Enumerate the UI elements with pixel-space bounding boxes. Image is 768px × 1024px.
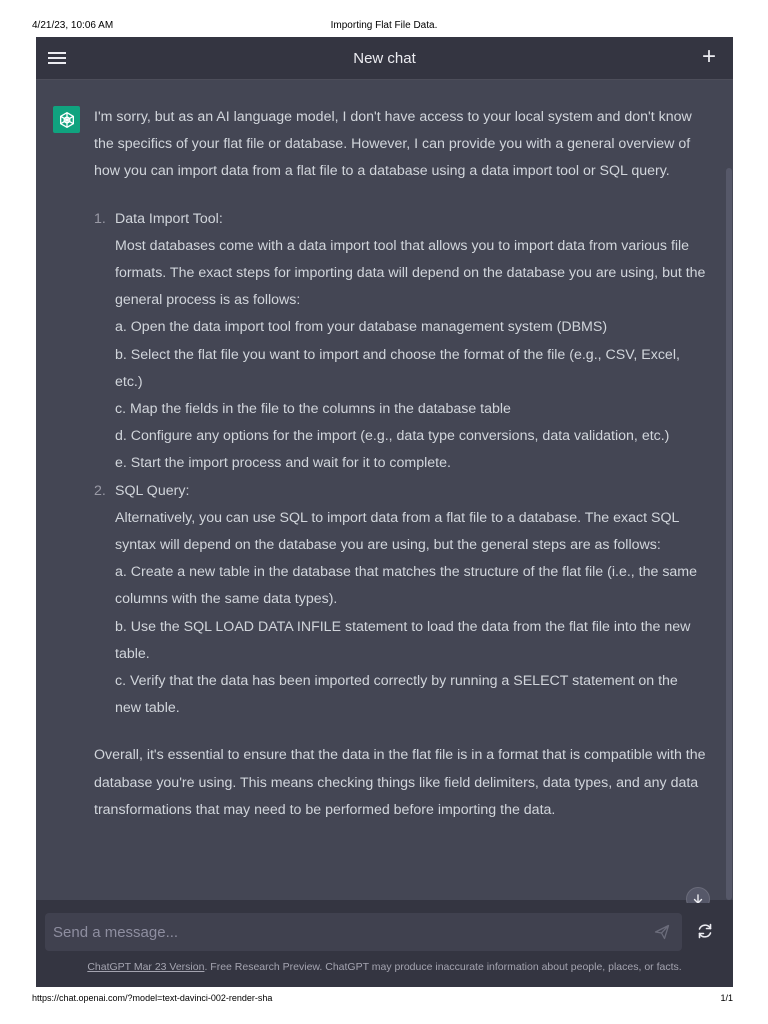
print-url: https://chat.openai.com/?model=text-davinci-002-render-sha xyxy=(32,993,273,1003)
message-input-box xyxy=(45,913,682,951)
assistant-message xyxy=(36,80,725,900)
message-body xyxy=(94,104,706,824)
list-line: d. Configure any options for the import (e.g., data type conversions, data validation, etc.) xyxy=(115,428,670,445)
footer-disclaimer xyxy=(36,961,733,973)
scrollbar-thumb[interactable] xyxy=(726,168,732,900)
list-line: Alternatively, you can use SQL to import data from a flat file to a database. The exact SQL syntax will depend on the database you are using, but the general steps are as follows: xyxy=(115,509,679,554)
list-line: e. Start the import process and wait for it to complete. xyxy=(115,455,451,472)
steps-list xyxy=(94,206,706,723)
message-input[interactable] xyxy=(45,913,651,951)
version-link[interactable]: ChatGPT Mar 23 Version xyxy=(87,961,205,973)
print-footer xyxy=(0,990,768,1010)
list-line: a. Create a new table in the database that matches the structure of the flat file (i.e., the same columns with the same data types). xyxy=(115,564,698,608)
list-line: SQL Query: xyxy=(115,482,190,499)
list-line: b. Select the flat file you want to import and choose the format of the file (e.g., CSV, Excel, etc.) xyxy=(115,346,680,390)
list-line: c. Map the fields in the file to the columns in the database table xyxy=(115,401,511,418)
list-number: 1. xyxy=(94,210,106,227)
message-conclusion: Overall, it's essential to ensure that the data in the flat file is in a format that is compatible with the database you're using. This means checking things like field delimiters, data types, and any data transformations that may need to be performed before importing the data. xyxy=(94,747,706,818)
scrollbar[interactable] xyxy=(725,80,733,900)
disclaimer-text: . Free Research Preview. ChatGPT may produce inaccurate information about people, places, or facts. xyxy=(204,961,682,973)
list-item xyxy=(94,478,706,723)
print-page-number: 1/1 xyxy=(720,993,733,1003)
new-chat-plus-icon[interactable]: + xyxy=(701,43,716,70)
chat-title: New chat xyxy=(353,49,416,67)
openai-logo-icon xyxy=(53,106,80,133)
list-line: b. Use the SQL LOAD DATA INFILE statement to load the data from the flat file into the new table. xyxy=(115,618,691,662)
composer-area xyxy=(36,903,733,987)
print-header xyxy=(0,0,768,36)
list-line: c. Verify that the data has been imported correctly by running a SELECT statement on the new table. xyxy=(115,673,678,717)
list-line: Most databases come with a data import tool that allows you to import data from various file formats. The exact steps for importing data will depend on the database you are using, but the general process is as follows: xyxy=(115,237,706,309)
regenerate-icon[interactable] xyxy=(695,921,717,943)
list-number: 2. xyxy=(94,482,106,499)
print-date: 4/21/23, 10:06 AM xyxy=(32,20,114,31)
list-line: a. Open the data import tool from your database management system (DBMS) xyxy=(115,319,608,336)
list-line: Data Import Tool: xyxy=(115,210,223,227)
top-bar xyxy=(36,37,733,80)
hamburger-menu-icon[interactable] xyxy=(48,49,68,67)
chat-app xyxy=(36,37,733,987)
list-item xyxy=(94,206,706,478)
send-paper-plane-icon[interactable] xyxy=(654,924,670,940)
message-intro: I'm sorry, but as an AI language model, I don't have access to your local system and don't know the specifics of your flat file or database. However, I can provide you with a general overview of how you can import data from a flat file to a database using a data import tool or SQL query. xyxy=(94,109,692,180)
print-title: Importing Flat File Data. xyxy=(330,20,438,31)
